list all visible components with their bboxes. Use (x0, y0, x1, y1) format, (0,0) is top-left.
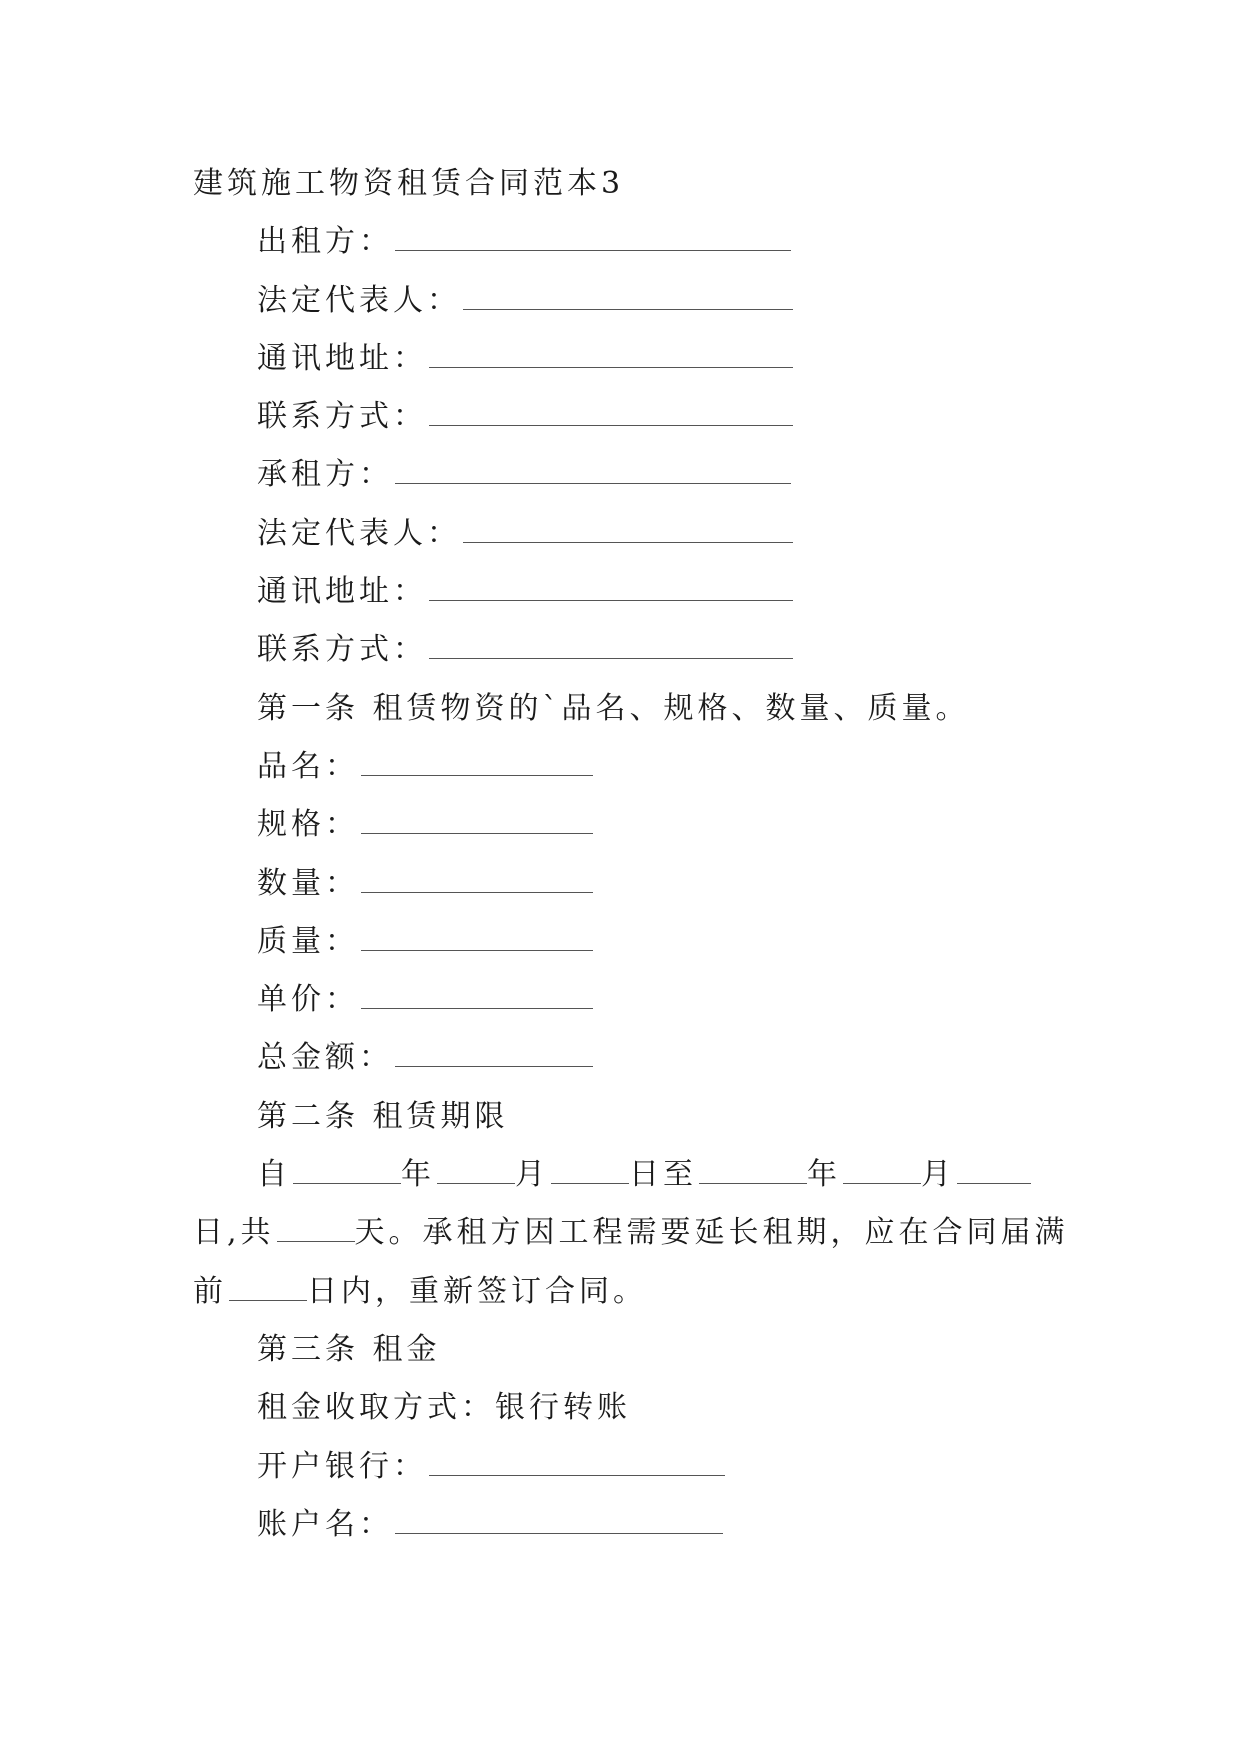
end-month-blank[interactable] (843, 1152, 921, 1185)
total-amount-line: 总金额： (193, 1029, 1063, 1087)
lease-period-line-3: 前 日内，重新签订合同。 (193, 1263, 1063, 1321)
item-spec-blank[interactable] (361, 802, 593, 835)
lessee-address-blank[interactable] (429, 569, 793, 602)
total-amount-blank[interactable] (395, 1035, 593, 1068)
lessee-party-line: 承租方： (193, 446, 1063, 504)
payment-method-line: 租金收取方式：银行转账 (257, 1390, 631, 1426)
unit-price-line: 单价： (193, 971, 1063, 1029)
item-name-line: 品名： (193, 738, 1063, 796)
lease-period-line-1: 自 年 月 日至 年 月 (193, 1146, 1063, 1204)
lessor-address-blank[interactable] (429, 335, 793, 368)
start-day-blank[interactable] (551, 1152, 629, 1185)
account-name-line: 账户名： (193, 1496, 1063, 1554)
lessor-contact-line: 联系方式： (193, 388, 1063, 446)
lessee-rep-blank[interactable] (463, 510, 793, 543)
item-name-blank[interactable] (361, 743, 593, 776)
item-quantity-line: 数量： (193, 855, 1063, 913)
start-month-blank[interactable] (437, 1152, 515, 1185)
document-body (193, 155, 1069, 1554)
item-quantity-blank[interactable] (361, 860, 593, 893)
lessor-address-line: 通讯地址： (193, 330, 1063, 388)
item-quality-blank[interactable] (361, 918, 593, 951)
article3-heading: 第三条 租金 (257, 1331, 441, 1367)
lessee-address-line: 通讯地址： (193, 563, 1063, 621)
lessor-rep-line: 法定代表人： (193, 272, 1063, 330)
article1-heading: 第一条 租赁物资的`品名、规格、数量、质量。 (257, 690, 970, 726)
bank-blank[interactable] (429, 1443, 725, 1476)
renewal-days-blank[interactable] (229, 1268, 307, 1301)
unit-price-blank[interactable] (361, 977, 593, 1010)
lessor-rep-blank[interactable] (463, 277, 793, 310)
article2-heading: 第二条 租赁期限 (257, 1098, 509, 1134)
lessor-contact-blank[interactable] (429, 394, 793, 427)
document-title: 建筑施工物资租赁合同范本3 (193, 166, 625, 201)
lessor-name-blank[interactable] (395, 219, 791, 252)
bank-line: 开户银行： (193, 1438, 1063, 1496)
lessor-party-line: 出租方： (193, 213, 1063, 271)
lessee-rep-line: 法定代表人： (193, 505, 1063, 563)
lessee-contact-line: 联系方式： (193, 621, 1063, 679)
lease-period-line-2: 日,共 天。承租方因工程需要延长租期，应在合同届满 (193, 1204, 1063, 1262)
end-year-blank[interactable] (699, 1152, 807, 1185)
account-name-blank[interactable] (395, 1501, 723, 1534)
item-quality-line: 质量： (193, 913, 1063, 971)
end-day-blank[interactable] (957, 1152, 1031, 1185)
lessee-name-blank[interactable] (395, 452, 791, 485)
item-spec-line: 规格： (193, 796, 1063, 854)
lessee-contact-blank[interactable] (429, 627, 793, 660)
start-year-blank[interactable] (293, 1152, 401, 1185)
total-days-blank[interactable] (277, 1210, 355, 1243)
